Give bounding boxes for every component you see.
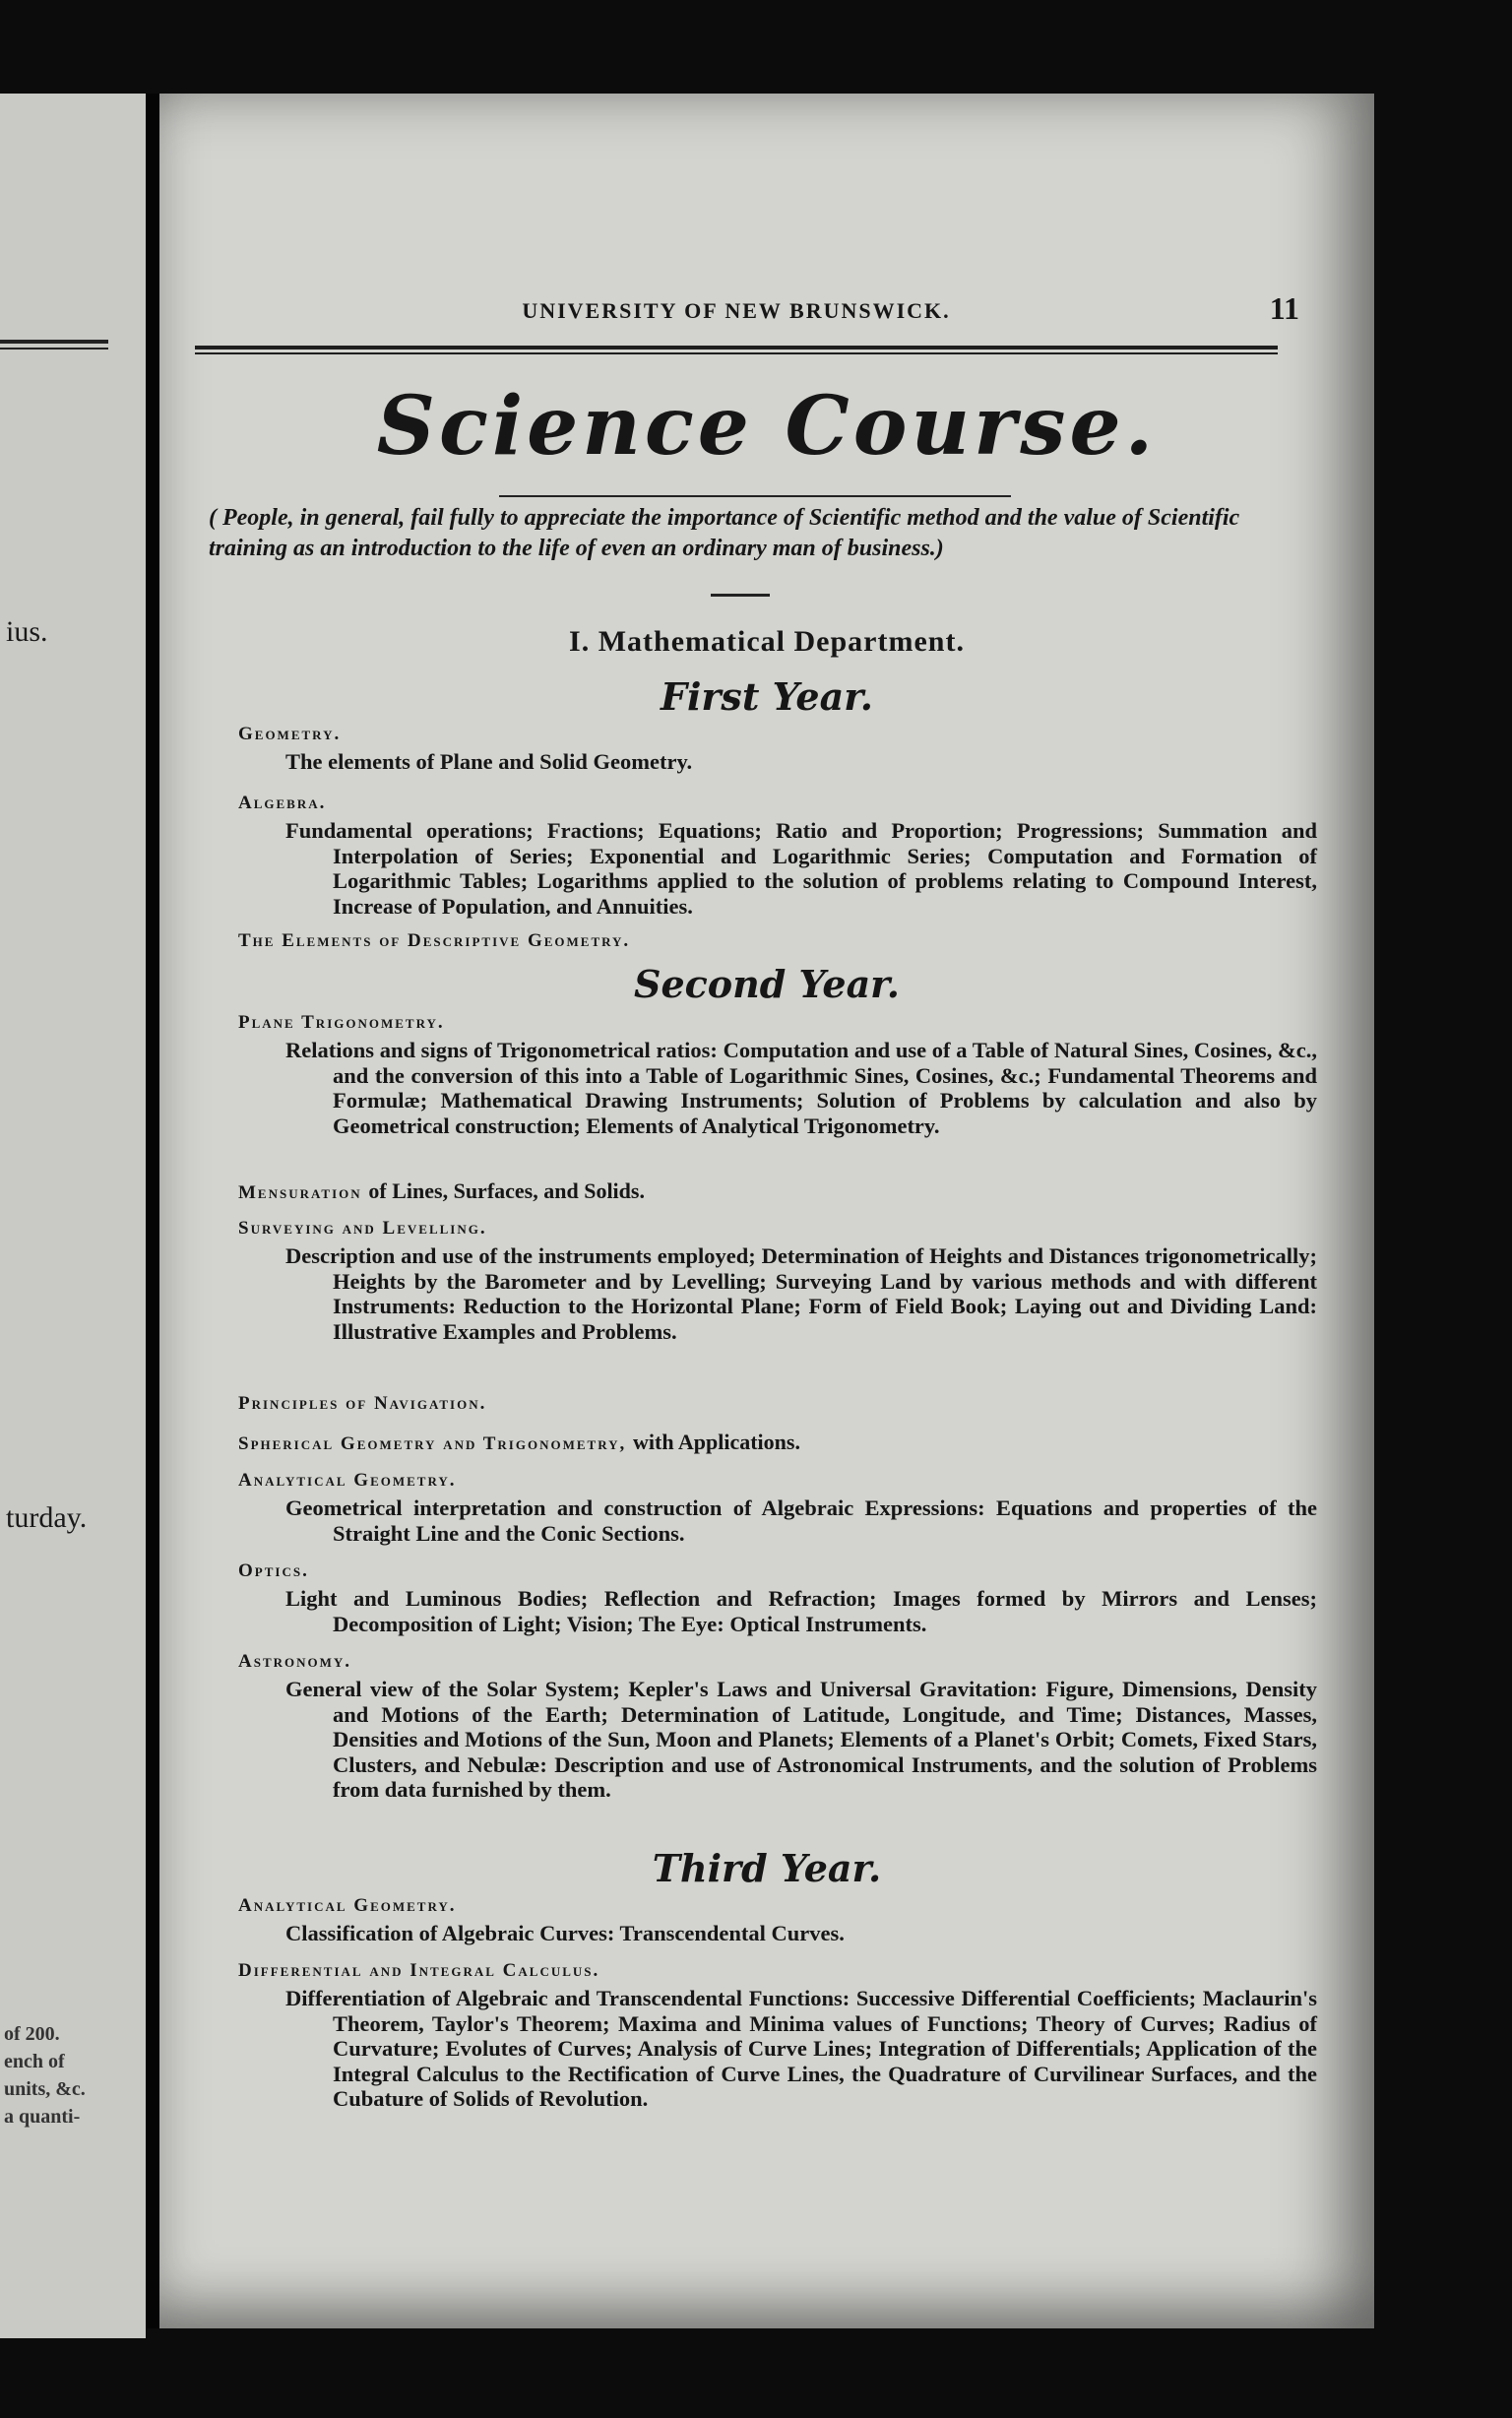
running-head (195, 290, 1299, 330)
section-heading-inline (238, 1430, 800, 1455)
short-rule (711, 594, 770, 597)
section-heading: Plane Trigonometry. (238, 1012, 445, 1033)
epigraph: ( People, in general, fail fully to appreciate the importance of Scientific method and the value of Scientific training as an introduction to the life of even an ordinary man of business.) (209, 505, 1240, 561)
course-title: Science Course. (376, 379, 1158, 474)
facing-page-fragment (0, 94, 146, 2338)
section-text: Classification of Algebraic Curves: Transcendental Curves. (285, 1921, 845, 1945)
page-number: 11 (1269, 290, 1299, 326)
facing-page-text: of 200. (4, 2023, 60, 2045)
section-text: General view of the Solar System; Kepler's Laws and Universal Gravitation: Figure, Dimensions, Density and Motions of the Earth; Determination of Latitude, Longitude, and Time; Distances, Masses, Densities and Motions of the Sun, Moon and Planets; Elements of a Planet's Orbit; Comets, Fixed Stars, Clusters, and Nebulæ: Description and use of Astronomical Instruments, and the solution of Problems from data furnished by them. (285, 1677, 1317, 1802)
year-heading-second: Second Year. (634, 962, 900, 1006)
facing-page-text: a quanti- (4, 2106, 81, 2128)
section-text: Relations and signs of Trigonometrical ratios: Computation and use of a Table of Natural Sines, Cosines, &c., and the conversion of this into a Table of Logarithmic Sines, Cosines, &c.; Fundamental Theorems and Formulæ; Mathematical Drawing Instruments; Solution of Problems by calculation and also by Geometrical construction; Elements of Analytical Trigonometry. (285, 1038, 1317, 1138)
page (159, 94, 1374, 2328)
section-heading: The Elements of Descriptive Geometry. (238, 930, 631, 951)
section-text: Differentiation of Algebraic and Transcendental Functions: Successive Differential Coefficients; Maclaurin's Theorem, Taylor's Theorem; Maxima and Minima values of Functions; Theory of Curves; Radius of Curvature; Evolutes of Curves; Analysis of Curve Lines; Integration of Differentials; Application of the Integral Calculus to the Rectification of Curve Lines, the Quadrature of Curvilinear Surfaces, and the Cubature of Solids of Revolution. (285, 1986, 1317, 2111)
facing-page-rule (0, 340, 108, 350)
section-text: Geometrical interpretation and construction of Algebraic Expressions: Equations and properties of the Straight Line and the Conic Sections. (285, 1495, 1317, 1546)
section-heading: Mensuration (238, 1182, 362, 1203)
facing-page-text: turday. (6, 1501, 88, 1534)
facing-page-text: units, &c. (4, 2078, 86, 2100)
book-gutter (146, 94, 159, 2328)
section-heading-tail: with Applications. (633, 1430, 800, 1454)
section-heading: Analytical Geometry. (238, 1895, 457, 1916)
section-heading: Optics. (238, 1560, 309, 1581)
section-heading: Geometry. (238, 724, 342, 744)
section-heading-tail: of Lines, Surfaces, and Solids. (368, 1178, 645, 1203)
section-heading: Analytical Geometry. (238, 1470, 457, 1491)
section-heading: Principles of Navigation. (238, 1393, 487, 1414)
facing-page-text: ius. (6, 615, 48, 648)
year-heading-third: Third Year. (652, 1846, 882, 1890)
title-rule (499, 495, 1011, 497)
department-heading: I. Mathematical Department. (569, 625, 965, 658)
section-text: Description and use of the instruments employed; Determination of Heights and Distances trigonometrically; Heights by the Barometer and by Levelling; Surveying Land by various methods and with different Instruments: Reduction to the Horizontal Plane; Form of Field Book; Laying out and Dividing Land: Illustrative Examples and Problems. (285, 1243, 1317, 1344)
section-heading: Spherical Geometry and Trigonometry, (238, 1433, 627, 1454)
section-heading: Algebra. (238, 793, 327, 813)
section-heading: Differential and Integral Calculus. (238, 1960, 600, 1981)
section-heading: Astronomy. (238, 1651, 352, 1672)
section-heading: Surveying and Levelling. (238, 1218, 487, 1239)
header-rule (195, 346, 1278, 354)
year-heading-first: First Year. (661, 674, 873, 719)
section-text: Fundamental operations; Fractions; Equations; Ratio and Proportion; Progressions; Summation and Interpolation of Series; Exponential and Logarithmic Series; Computation and Formation of Logarithmic Tables; Logarithms applied to the solution of problems relating to Compound Interest, Increase of Population, and Annuities. (285, 818, 1317, 919)
section-text: Light and Luminous Bodies; Reflection and Refraction; Images formed by Mirrors and Lenses; Decomposition of Light; Vision; The Eye: Optical Instruments. (285, 1586, 1317, 1636)
section-heading-inline (238, 1178, 645, 1204)
section-text: The elements of Plane and Solid Geometry. (285, 749, 693, 774)
facing-page-text: ench of (4, 2051, 65, 2072)
running-title: UNIVERSITY OF NEW BRUNSWICK. (522, 298, 951, 323)
